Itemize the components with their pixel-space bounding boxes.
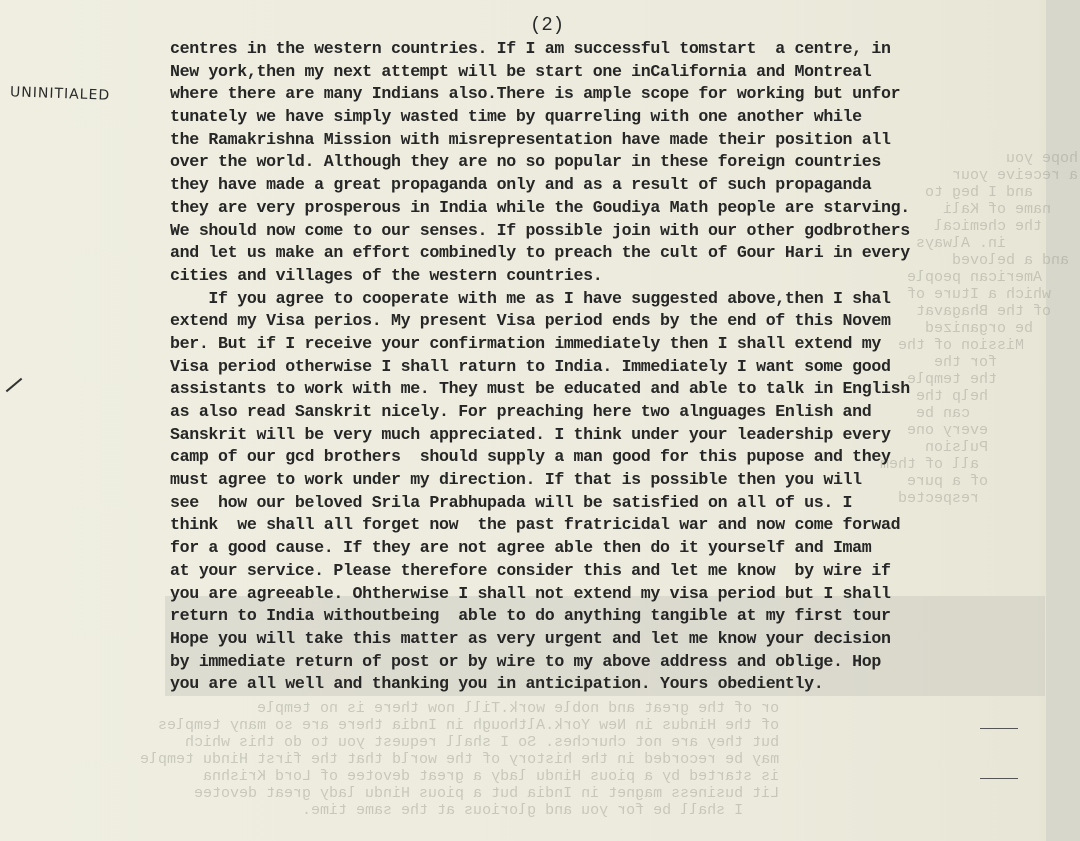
text-line: If you agree to cooperate with me as I have suggested above,then I shal (170, 288, 891, 308)
text-line: they have made a great propaganda only and as a result of such propaganda (170, 175, 872, 195)
text-line: assistants to work with me. They must be educated and able to talk in English (170, 379, 910, 399)
text-line: as also read Sanskrit nicely. For preaching here two alnguages Enlish and (170, 402, 872, 421)
text-line: return to India withoutbeing able to do anything tangible at my first tour (170, 606, 891, 626)
margin-dash (980, 728, 1018, 729)
reverse-side-bleed-bottom: or of the great and noble work.Till now there is no temple of the Hindus in New York.Although in India there are so many temples but they are not churches. So I shall request you to do this which may be recorded in the history of the world that the first Hindu temple is started by a pious Hindu lady a great devotee of Lord Krishna Lit business magnet in India but a pious Hindu lady great devotee I shall be for you and glorious at the same time. (140, 700, 780, 819)
text-line: We should now come to our senses. If possible join with our other godbrothers (170, 220, 910, 240)
text-line: at your service. Please therefore consider this and let me know by wire if (170, 560, 891, 580)
margin-tick-mark (6, 378, 23, 392)
text-line: you are agreeable. Ohtherwise I shall not extend my visa period but I shall (170, 583, 891, 603)
text-line: for a good cause. If they are not agree able then do it yourself and Imam (170, 538, 872, 558)
handwritten-margin-note: UNINITIALED (9, 84, 111, 104)
margin-dash (980, 778, 1018, 779)
text-line: ber. But if I receive your confirmation immediately then I shall extend my (170, 333, 881, 353)
reverse-side-bleed: hope you a receive your and I beg to name of Kali the chemical in. Always and a beloved American people which a Iture of of the Bhagavat be organized Mission of the for the the temple help the can be every one Pulsion all of them of a pure respected (880, 150, 1079, 507)
text-line: tunately we have simply wasted time by quarreling with one another while (170, 107, 862, 127)
text-line: camp of our gcd brothers should supply a man good for this pupose and they (170, 447, 891, 467)
text-line: Sanskrit will be very much appreciated. I think under your leadership every (170, 424, 891, 444)
letter-body (170, 38, 1070, 696)
text-line: centres in the western countries. If I am successful tomstart a centre, in (170, 39, 891, 58)
text-line: they are very prosperous in India while the Goudiya Math people are starving. (170, 197, 910, 217)
text-line: you are all well and thanking you in anticipation. Yours obediently. (170, 674, 824, 694)
text-line: cities and villages of the western countries. (170, 265, 603, 285)
text-line: and let us make an effort combinedly to preach the cult of Gour Hari in every (170, 243, 910, 263)
page-number: (2) (530, 14, 565, 36)
text-line: by immediate return of post or by wire to my above address and oblige. Hop (170, 651, 881, 671)
text-line: where there are many Indians also.There is ample scope for working but unfor (170, 84, 901, 104)
text-line: must agree to work under my direction. If that is possible then you will (170, 470, 862, 490)
text-line: over the world. Although they are no so popular in these foreign countries (170, 152, 881, 172)
text-line: extend my Visa perios. My present Visa period ends by the end of this Novem (170, 311, 891, 331)
text-line: Hope you will take this matter as very urgent and let me know your decision (170, 628, 891, 648)
text-line: Visa period otherwise I shall raturn to India. Immediately I want some good (170, 356, 891, 376)
text-line: think we shall all forget now the past fratricidal war and now come forwad (170, 515, 901, 535)
text-line: see how our beloved Srila Prabhupada will be satisfied on all of us. I (170, 492, 853, 512)
text-line: New york,then my next attempt will be start one inCalifornia and Montreal (170, 61, 872, 81)
text-line: the Ramakrishna Mission with misrepresentation have made their position all (170, 129, 891, 149)
